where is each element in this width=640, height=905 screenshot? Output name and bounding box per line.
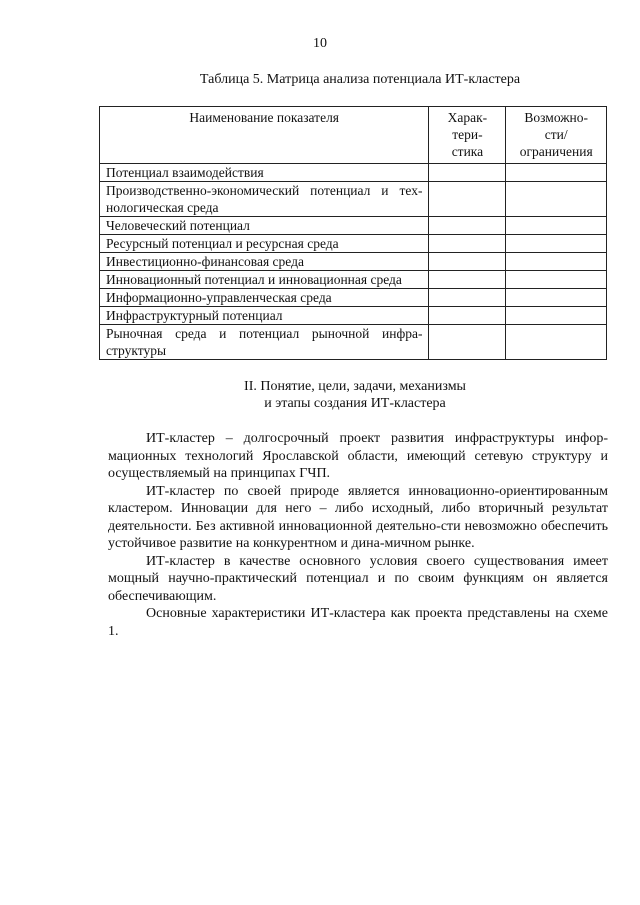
row-label: Производственно-экономический потенциал и тех-нологическая среда [100,182,429,217]
row-characteristic-cell [429,271,506,289]
row-opportunity-cell [506,307,607,325]
table-row [100,182,607,217]
paragraph: Основные характеристики ИТ-кластера как проекта представлены на схеме 1. [108,606,608,639]
table-caption: Таблица 5. Матрица анализа потенциала ИТ-кластера [199,72,521,87]
row-characteristic-cell [429,289,506,307]
header-characteristic: Харак- тери- стика [429,107,506,164]
table-row [100,253,607,271]
page-number: 10 [313,36,327,51]
table-header-row [100,107,607,164]
row-opportunity-cell [506,164,607,182]
row-label: Информационно-управленческая среда [100,289,429,307]
section-heading-line-2: и этапы создания ИТ-кластера [264,396,446,411]
row-characteristic-cell [429,164,506,182]
row-label: Инфраструктурный потенциал [100,307,429,325]
header-indicator-name: Наименование показателя [100,107,429,164]
section-heading [0,378,640,412]
table-row [100,271,607,289]
row-label: Ресурсный потенциал и ресурсная среда [100,235,429,253]
row-characteristic-cell [429,235,506,253]
row-label: Инновационный потенциал и инновационная среда [100,271,429,289]
row-characteristic-cell [429,307,506,325]
table-row [100,164,607,182]
analysis-matrix-table [99,106,607,360]
row-opportunity-cell [506,325,607,360]
row-characteristic-cell [429,253,506,271]
table-row [100,289,607,307]
table-row [100,307,607,325]
row-opportunity-cell [506,289,607,307]
row-opportunity-cell [506,217,607,235]
table-row [100,235,607,253]
paragraph: ИТ-кластер по своей природе является инновационно-ориентированным кластером. Инновации для него – либо исходный, либо вторичный результат деятельности. Без активной инновационной деятельно-сти невозможно обеспечить устойчивое развитие на конкурентном и дина-мичном рынке. [108,483,608,551]
row-label: Человеческий потенциал [100,217,429,235]
header-opportunities: Возможно- сти/ ограничения [506,107,607,164]
row-label: Потенциал взаимодействия [100,164,429,182]
paragraph: ИТ-кластер – долгосрочный проект развития инфраструктуры инфор-мационных технологий Ярославской области, имеющий сетевую структуру и осуществляемый на принципах ГЧП. [108,431,608,481]
row-characteristic-cell [429,182,506,217]
row-opportunity-cell [506,253,607,271]
row-opportunity-cell [506,182,607,217]
paragraph: ИТ-кластер в качестве основного условия своего существования имеет мощный научно-практический потенциал и по своим функциям он является обеспечивающим. [108,553,608,604]
row-opportunity-cell [506,235,607,253]
table-row [100,217,607,235]
row-label: Инвестиционно-финансовая среда [100,253,429,271]
row-label: Рыночная среда и потенциал рыночной инфра-структуры [100,325,429,360]
row-characteristic-cell [429,325,506,360]
row-opportunity-cell [506,271,607,289]
table-row [100,325,607,360]
section-heading-line-1: II. Понятие, цели, задачи, механизмы [244,379,466,394]
body-text [108,430,608,640]
row-characteristic-cell [429,217,506,235]
